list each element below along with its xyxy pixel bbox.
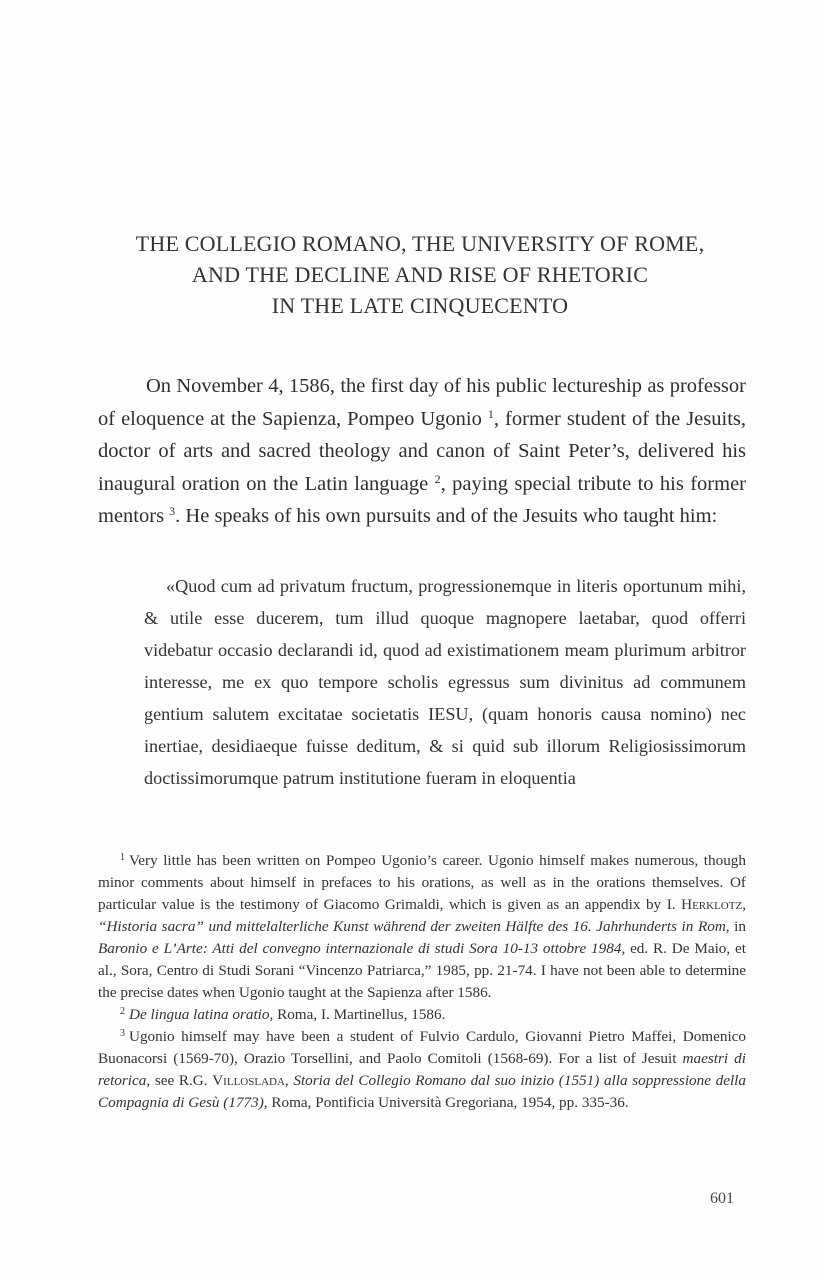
footnote-number: 2 (120, 1006, 125, 1017)
footnote-text: Ugonio himself may have been a student of Fulvio Cardulo, Giovanni Pietro Maffei, Domenico Buonacorsi (1569-70), Orazio Torsellini, and Paolo Comitoli (1568-69). For a list of Jesuit (98, 1028, 746, 1067)
footnote-text: , in (725, 918, 746, 935)
footnote-number: 1 (120, 852, 125, 863)
block-quote (144, 570, 746, 794)
footnote-text: , (284, 1072, 294, 1089)
body-paragraph (98, 370, 746, 533)
footnote-text: Very little has been written on Pompeo Ugonio’s career. Ugonio himself makes numerous, though minor comments about himself in prefaces to his orations, as well as in the orations themselves. Of particular value is the testimony of Giacomo Grimaldi, which is given as an appendix by I. (98, 852, 746, 913)
footnote-3 (98, 1026, 746, 1114)
footnote-2 (98, 1004, 746, 1026)
footnote-text: , ed. R. De Maio, et al., Sora, Centro di Studi Sorani “Vincenzo Patriarca,” 1985, pp. 21-74. I have not been able to determine the precise dates when Ugonio taught at the Sapienza after 1586. (98, 940, 746, 1001)
quote-text: «Quod cum ad privatum fructum, progressionemque in literis oportunum mihi, & utile esse ducerem, tum illud quoque magnopere laetabar, quod offerri videbatur occasio declarandi id, quod ad existimationem meam plurimum arbitror interesse, me ex quo tempore scholis egressus sum divinitus ad communem gentium salutem excitatae societatis IESU, (quam honoris causa nomino) nec inertiae, desidiaeque fuisse deditum, & si quid sub illorum Religiosissimorum doctissimorumque patrum institutione fueram in eloquentia (144, 576, 746, 788)
footnote-1 (98, 850, 746, 1004)
work-title: De lingua latina oratio (129, 1006, 270, 1023)
body-text-part-2: , former student of the Jesuits, doctor of arts and sacred theology and canon of Saint Peter’s, delivered his inaugural oration on the Latin language (98, 407, 746, 495)
footnote-text: , Roma, Pontificia Università Gregoriana, 1954, pp. 335-36. (263, 1094, 629, 1111)
work-title: “Historia sacra” und mittelalterliche Kunst während der zweiten Hälfte des 16. Jahrhunderts in Rom (98, 918, 726, 935)
footnote-number: 3 (120, 1028, 125, 1039)
footnote-text: , see R.G. (146, 1072, 213, 1089)
work-title: Baronio e L’Arte: Atti del convegno internazionale di studi Sora 10-13 ottobre 1984 (98, 940, 622, 957)
footnotes (98, 850, 746, 1114)
body-text-part-3: , paying special tribute to his former mentors (98, 472, 747, 527)
footnote-text: , Roma, I. Martinellus, 1586. (269, 1006, 446, 1023)
page-number: 601 (710, 1190, 734, 1207)
footnote-text: , (742, 896, 746, 913)
title-line-2: AND THE DECLINE AND RISE OF RHETORIC (191, 262, 649, 287)
body-text-part-1: On November 4, 1586, the first day of his public lectureship as professor of eloquence at the Sapienza, Pompeo Ugonio (98, 375, 746, 430)
article-title (95, 228, 745, 321)
author-name: Herklotz (681, 896, 743, 913)
footnote-ref-3[interactable]: 3 (169, 504, 176, 518)
title-line-1: THE COLLEGIO ROMANO, THE UNIVERSITY OF ROME, (135, 231, 705, 256)
title-line-3: IN THE LATE CINQUECENTO (271, 293, 569, 318)
footnote-ref-1[interactable]: 1 (487, 406, 494, 421)
author-name: Villoslada (212, 1072, 285, 1089)
work-title: Storia del Collegio Romano dal suo inizio (1551) alla soppressione della Compagnia di Gesù (1773) (98, 1072, 746, 1111)
body-text-part-4: . He speaks of his own pursuits and of the Jesuits who taught him: (175, 505, 718, 527)
footnote-ref-2[interactable]: 2 (434, 471, 441, 486)
work-title: maestri di retorica (98, 1050, 746, 1089)
